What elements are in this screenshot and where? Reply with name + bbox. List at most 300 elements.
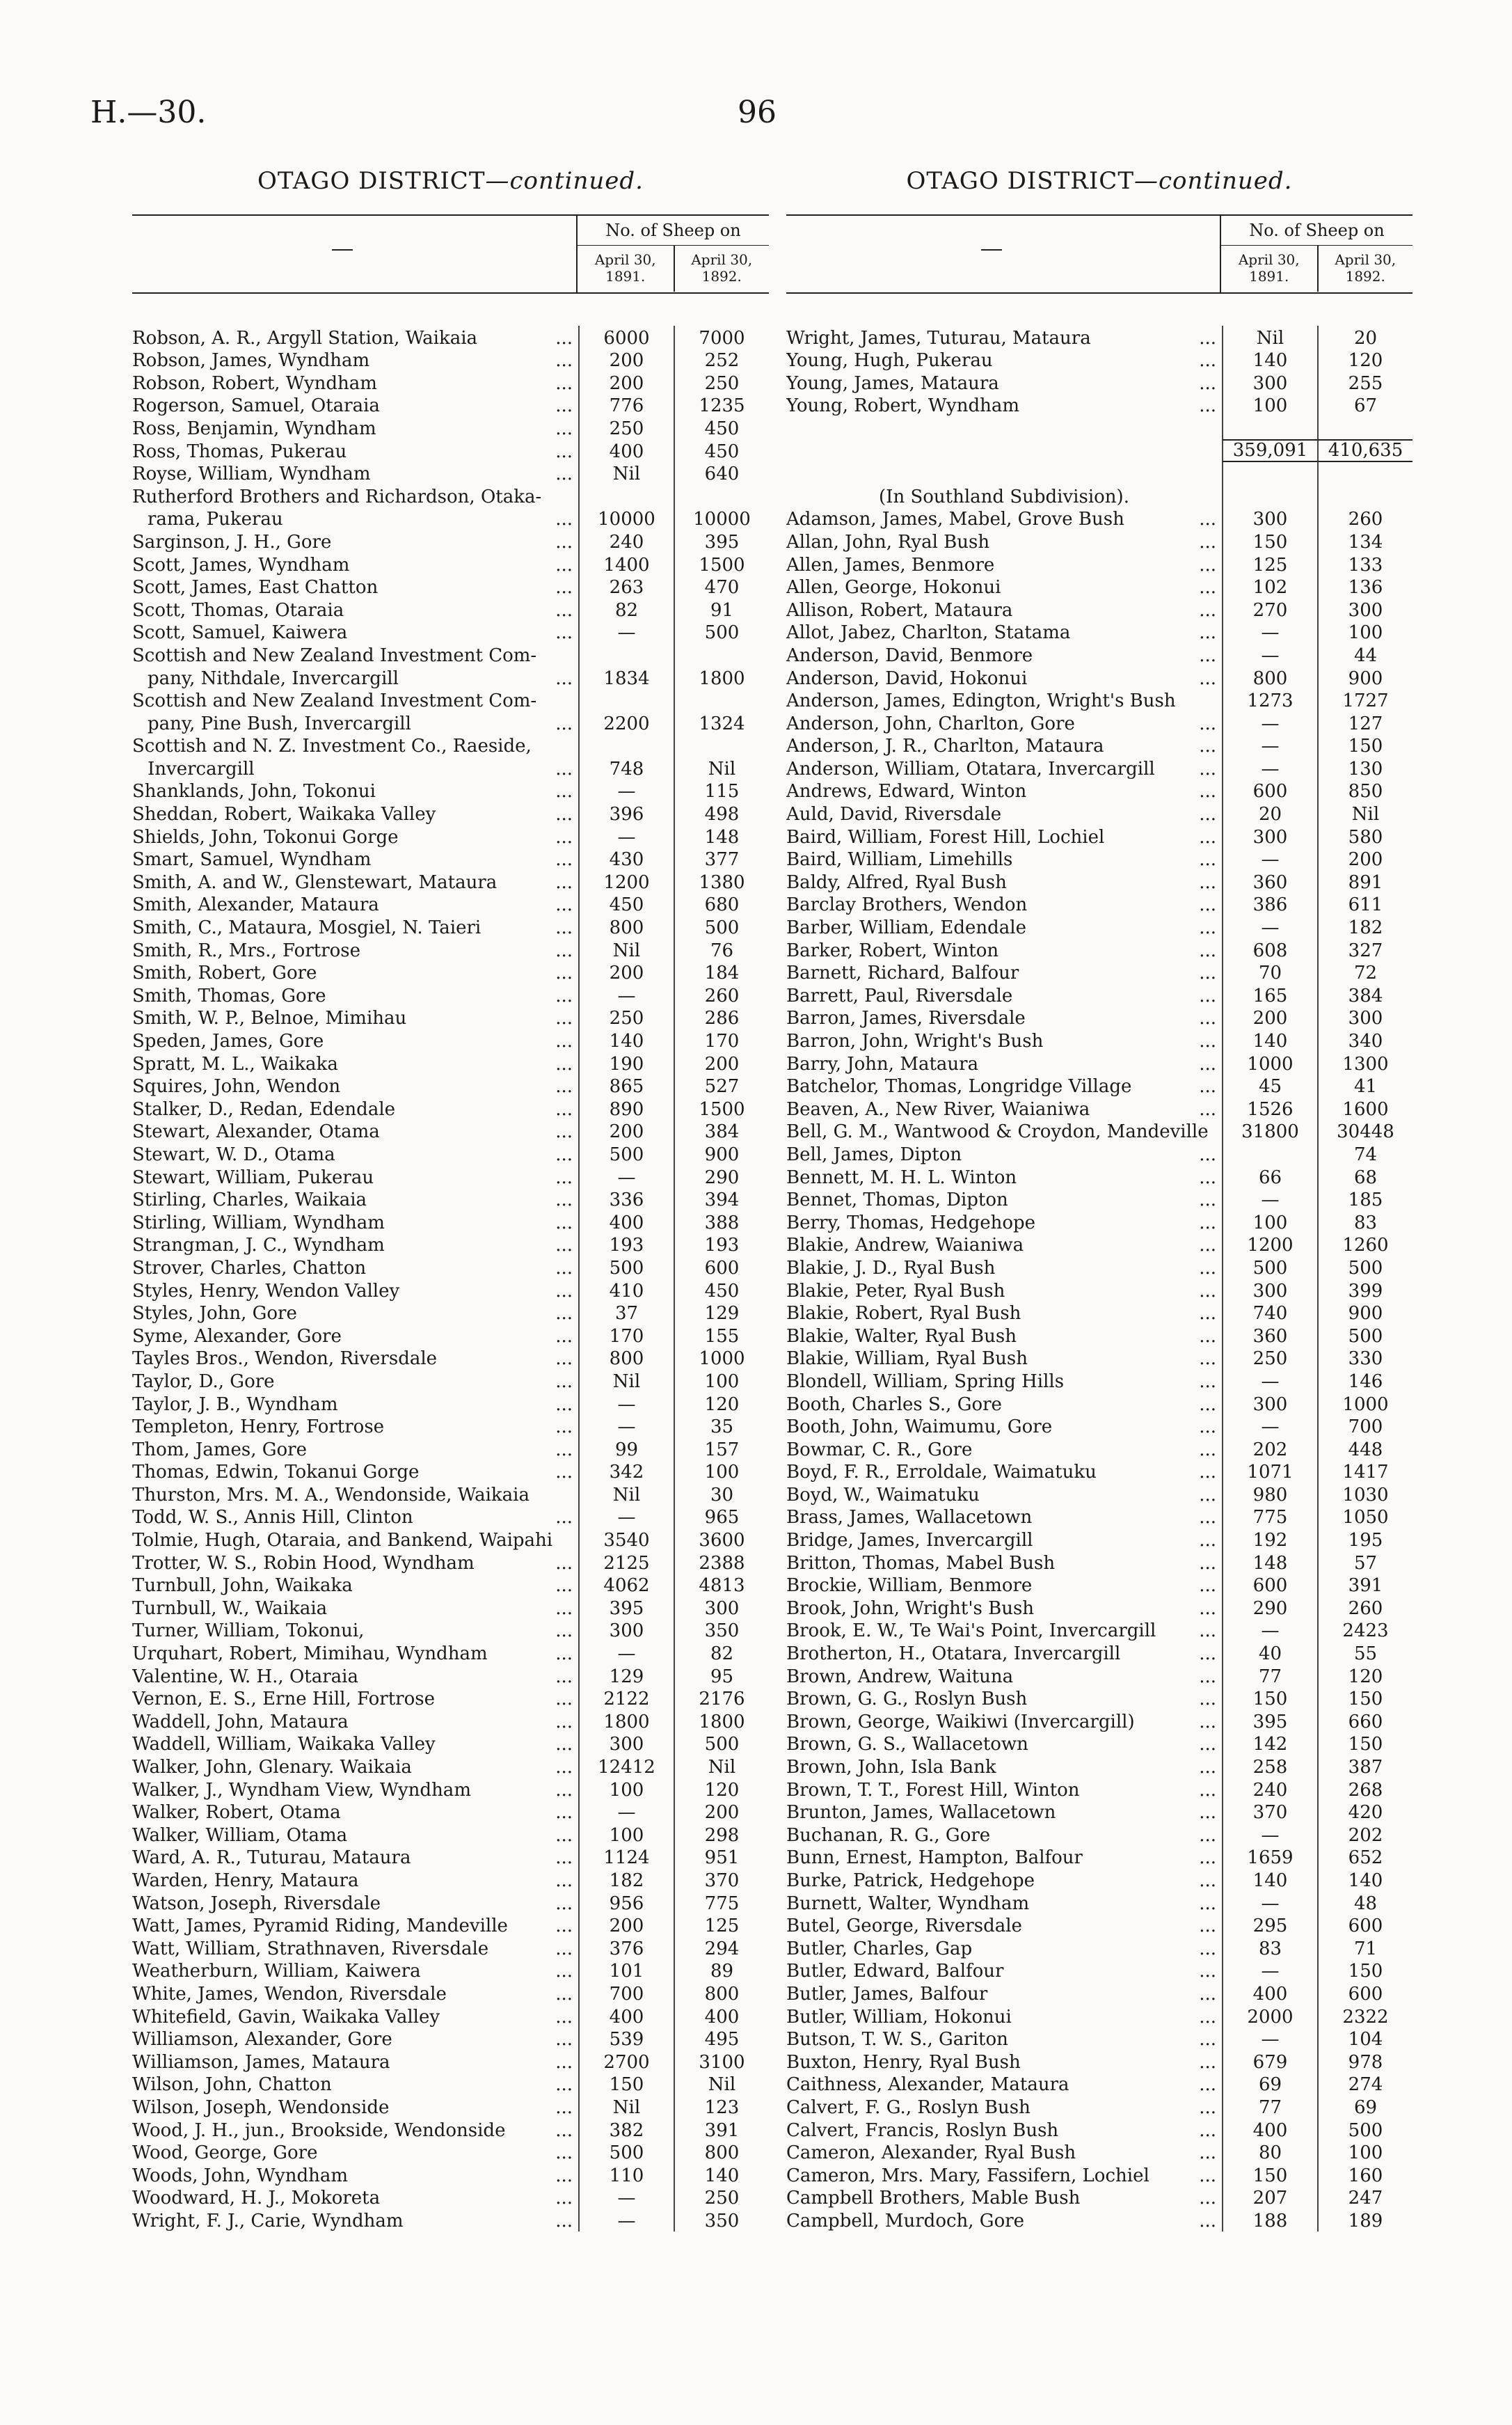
sheep-1892: 3600 bbox=[674, 1528, 769, 1551]
table-row bbox=[786, 1483, 1412, 1506]
table-row bbox=[786, 961, 1412, 984]
sheep-1891 bbox=[1222, 484, 1317, 507]
owner-name: Blakie, Walter, Ryal Bush ... bbox=[786, 1326, 1222, 1347]
sheep-1891: 500 bbox=[1222, 1256, 1317, 1279]
sheep-1891: — bbox=[1222, 1891, 1317, 1914]
sheep-1892: 800 bbox=[674, 1982, 769, 2005]
table-row bbox=[786, 780, 1412, 803]
table-row bbox=[786, 2163, 1412, 2186]
sheep-1891: 99 bbox=[578, 1437, 674, 1460]
owner-name: Ward, A. R., Tuturau, Mataura ... bbox=[132, 1847, 578, 1868]
table-row bbox=[132, 530, 769, 553]
sheep-1892: 500 bbox=[674, 621, 769, 644]
owner-name: Ross, Thomas, Pukerau ... bbox=[132, 441, 578, 462]
sheep-1891: — bbox=[578, 825, 674, 848]
sheep-1891: 200 bbox=[578, 349, 674, 372]
table-row bbox=[132, 1369, 769, 1392]
sheep-1892: 370 bbox=[674, 1868, 769, 1891]
sheep-1891: 400 bbox=[578, 439, 674, 462]
sheep-1892 bbox=[674, 689, 769, 712]
sheep-1892: 148 bbox=[674, 825, 769, 848]
sheep-1891: — bbox=[578, 984, 674, 1006]
sheep-1892: Nil bbox=[674, 757, 769, 780]
sheep-1892: 184 bbox=[674, 961, 769, 984]
owner-name: Scott, James, East Chatton ... bbox=[132, 577, 578, 598]
owner-name: Thurston, Mrs. M. A., Wendonside, Waikaia bbox=[132, 1484, 530, 1506]
owner-name: Caithness, Alexander, Mataura ... bbox=[786, 2074, 1222, 2095]
owner-name: Boyd, F. R., Erroldale, Waimatuku ... bbox=[786, 1462, 1222, 1483]
sheep-1891: — bbox=[578, 2209, 674, 2232]
sheep-1891: 250 bbox=[1222, 1347, 1317, 1370]
sheep-1891: — bbox=[1222, 621, 1317, 644]
owner-name: Royse, William, Wyndham ... bbox=[132, 464, 578, 484]
sheep-1892: 1500 bbox=[674, 553, 769, 576]
owner-name: Adamson, James, Mabel, Grove Bush ... bbox=[786, 509, 1222, 530]
sheep-1891: — bbox=[1222, 1369, 1317, 1392]
sheep-1891: 396 bbox=[578, 802, 674, 825]
sheep-1891: 40 bbox=[1222, 1641, 1317, 1664]
sheep-1891: 200 bbox=[578, 961, 674, 984]
sheep-1892: 250 bbox=[674, 371, 769, 394]
table-row bbox=[132, 1097, 769, 1120]
sheep-1892: 150 bbox=[1317, 1687, 1412, 1710]
table-row bbox=[786, 802, 1412, 825]
owner-name: Berry, Thomas, Hedgehope ... bbox=[786, 1212, 1222, 1233]
sheep-1892: 120 bbox=[674, 1778, 769, 1801]
sheep-1891: 395 bbox=[1222, 1709, 1317, 1732]
sheep-1891: 500 bbox=[578, 1142, 674, 1165]
table-row bbox=[786, 462, 1412, 485]
table-row bbox=[786, 938, 1412, 961]
table-row bbox=[786, 2095, 1412, 2118]
sheep-1892: 900 bbox=[1317, 666, 1412, 689]
owner-name: Blakie, Andrew, Waianiwa ... bbox=[786, 1235, 1222, 1256]
sheep-1892: 41 bbox=[1317, 1075, 1412, 1098]
sheep-1892: 136 bbox=[1317, 576, 1412, 599]
owner-name: Waddell, William, Waikaka Valley ... bbox=[132, 1734, 578, 1755]
owner-name: Stewart, William, Pukerau ... bbox=[132, 1167, 578, 1188]
owner-name: Brotherton, H., Otatara, Invercargill ... bbox=[786, 1643, 1222, 1664]
owner-name: Turner, William, Tokonui, ... bbox=[132, 1620, 578, 1641]
sheep-1892: 100 bbox=[1317, 621, 1412, 644]
sheep-1892: 155 bbox=[674, 1324, 769, 1347]
sheep-1891: 300 bbox=[578, 1732, 674, 1755]
sheep-1892: 255 bbox=[1317, 371, 1412, 394]
owner-name: pany, Nithdale, Invercargill ... bbox=[132, 668, 578, 689]
owner-name: Sheddan, Robert, Waikaka Valley ... bbox=[132, 804, 578, 825]
sheep-count-header bbox=[1220, 216, 1412, 292]
sheep-1891: 140 bbox=[1222, 1868, 1317, 1891]
sheep-1891: 2700 bbox=[578, 2050, 674, 2073]
sheep-1891: 1200 bbox=[1222, 1233, 1317, 1256]
sheep-1892: 274 bbox=[1317, 2073, 1412, 2096]
owner-name: Warden, Henry, Mataura ... bbox=[132, 1870, 578, 1891]
owner-name: Brown, G. S., Wallacetown ... bbox=[786, 1734, 1222, 1755]
table-row bbox=[786, 1347, 1412, 1370]
sheep-1891: 142 bbox=[1222, 1732, 1317, 1755]
owner-name: Walker, Robert, Otama ... bbox=[132, 1802, 578, 1823]
sheep-1892: 48 bbox=[1317, 1891, 1412, 1914]
table-row bbox=[132, 576, 769, 599]
owner-name: Blondell, William, Spring Hills ... bbox=[786, 1371, 1222, 1392]
owner-name: Scott, Thomas, Otaraia ... bbox=[132, 600, 578, 621]
sheep-1892: 100 bbox=[674, 1460, 769, 1483]
sheep-1892: Nil bbox=[674, 2073, 769, 2096]
sheep-1891: 140 bbox=[1222, 1029, 1317, 1052]
owner-name: Campbell, Murdoch, Gore ... bbox=[786, 2211, 1222, 2232]
owner-name: Batchelor, Thomas, Longridge Village ... bbox=[786, 1076, 1222, 1097]
sheep-1892: 294 bbox=[674, 1936, 769, 1959]
sheep-1892: 2176 bbox=[674, 1687, 769, 1710]
sheep-1891: 336 bbox=[578, 1188, 674, 1211]
sheep-1892: 3100 bbox=[674, 2050, 769, 2073]
sheep-1891: — bbox=[1222, 711, 1317, 734]
sheep-1892: 1727 bbox=[1317, 689, 1412, 712]
sheep-1891: 270 bbox=[1222, 598, 1317, 621]
sheep-1892: 1260 bbox=[1317, 1233, 1412, 1256]
sheep-1891: 83 bbox=[1222, 1936, 1317, 1959]
sheep-1891: — bbox=[578, 1801, 674, 1824]
sheep-1892: 580 bbox=[1317, 825, 1412, 848]
table-row bbox=[786, 1437, 1412, 1460]
sheep-1891: 800 bbox=[1222, 666, 1317, 689]
table-row bbox=[786, 1302, 1412, 1325]
sheep-1891: 386 bbox=[1222, 893, 1317, 916]
sheep-1892: 1600 bbox=[1317, 1097, 1412, 1120]
table-row bbox=[786, 1891, 1412, 1914]
owner-name: Vernon, E. S., Erne Hill, Fortrose ... bbox=[132, 1689, 578, 1709]
owner-name: Allot, Jabez, Charlton, Statama ... bbox=[786, 622, 1222, 643]
sheep-1891: 500 bbox=[578, 1256, 674, 1279]
sheep-1891: 100 bbox=[578, 1823, 674, 1846]
table-row bbox=[132, 1460, 769, 1483]
sheep-1891: 182 bbox=[578, 1868, 674, 1891]
sheep-1892: 450 bbox=[674, 416, 769, 439]
sheep-1892: 2423 bbox=[1317, 1619, 1412, 1642]
sheep-1892: 850 bbox=[1317, 780, 1412, 803]
owner-name: Baird, William, Limehills ... bbox=[786, 849, 1222, 870]
owner-name: Blakie, J. D., Ryal Bush ... bbox=[786, 1258, 1222, 1279]
sheep-1891: 66 bbox=[1222, 1165, 1317, 1188]
page-number: 96 bbox=[738, 95, 777, 130]
table-row bbox=[132, 1210, 769, 1233]
table-row bbox=[786, 2186, 1412, 2209]
owner-name: Auld, David, Riversdale ... bbox=[786, 804, 1222, 825]
sheep-1892: 74 bbox=[1317, 1142, 1412, 1165]
owner-name: Stewart, W. D., Otama ... bbox=[132, 1144, 578, 1165]
sheep-1891: 101 bbox=[578, 1959, 674, 1982]
owner-name: Baldy, Alfred, Ryal Bush ... bbox=[786, 872, 1222, 893]
owner-name: Williamson, Alexander, Gore ... bbox=[132, 2029, 578, 2050]
table-row bbox=[132, 598, 769, 621]
sheep-count-header bbox=[576, 216, 769, 292]
table-row bbox=[786, 1210, 1412, 1233]
table-row bbox=[132, 1256, 769, 1279]
owner-name: Stirling, Charles, Waikaia ... bbox=[132, 1190, 578, 1210]
sheep-1891: 1659 bbox=[1222, 1846, 1317, 1869]
owner-name: Brown, Andrew, Waituna ... bbox=[786, 1666, 1222, 1687]
owner-name: Boyd, W., Waimatuku ... bbox=[786, 1485, 1222, 1506]
owner-name: Blakie, Robert, Ryal Bush ... bbox=[786, 1303, 1222, 1324]
sheep-1891: 148 bbox=[1222, 1551, 1317, 1574]
sheep-1892: 247 bbox=[1317, 2186, 1412, 2209]
table-row bbox=[132, 507, 769, 530]
sheep-1891 bbox=[578, 643, 674, 666]
table-row bbox=[786, 2118, 1412, 2141]
owner-name: Smith, Alexander, Mataura ... bbox=[132, 894, 578, 915]
sheep-1891: 1200 bbox=[578, 870, 674, 893]
owner-name: Smith, R., Mrs., Fortrose ... bbox=[132, 940, 578, 961]
owner-name: Bowmar, C. R., Gore ... bbox=[786, 1439, 1222, 1460]
table-row bbox=[786, 757, 1412, 780]
sheep-1892: 30 bbox=[674, 1483, 769, 1506]
sheep-1891: 360 bbox=[1222, 1324, 1317, 1347]
sheep-1891: 150 bbox=[1222, 1687, 1317, 1710]
table-row bbox=[786, 1188, 1412, 1211]
table-row bbox=[786, 394, 1412, 417]
sheep-1892: 160 bbox=[1317, 2163, 1412, 2186]
table-row bbox=[786, 1596, 1412, 1619]
sheep-1891: 2000 bbox=[1222, 2005, 1317, 2028]
sheep-1892: 500 bbox=[674, 915, 769, 938]
left-column bbox=[132, 167, 769, 2232]
owner-name: Barron, John, Wright's Bush ... bbox=[786, 1031, 1222, 1052]
sheep-1892: 300 bbox=[1317, 1006, 1412, 1029]
table-row bbox=[132, 1075, 769, 1098]
sheep-1892: 1300 bbox=[1317, 1052, 1412, 1075]
table-row bbox=[786, 1982, 1412, 2005]
sheep-1891: 600 bbox=[1222, 780, 1317, 803]
sheep-1892: 182 bbox=[1317, 915, 1412, 938]
table-row bbox=[132, 734, 769, 757]
sheep-1891: 376 bbox=[578, 1936, 674, 1959]
table-row bbox=[132, 349, 769, 372]
sheep-1892: 680 bbox=[674, 893, 769, 916]
sheep-1892: 185 bbox=[1317, 1188, 1412, 1211]
sheep-1891: 300 bbox=[1222, 1392, 1317, 1415]
sheep-1892: 252 bbox=[674, 349, 769, 372]
owner-name: Booth, John, Waimumu, Gore ... bbox=[786, 1416, 1222, 1437]
owner-name: Butler, James, Balfour ... bbox=[786, 1984, 1222, 2005]
owner-name: Beaven, A., New River, Waianiwa ... bbox=[786, 1099, 1222, 1120]
table-row bbox=[786, 598, 1412, 621]
table-row bbox=[132, 1709, 769, 1732]
table-row bbox=[786, 870, 1412, 893]
sheep-1891: 956 bbox=[578, 1891, 674, 1914]
owner-name: Barron, James, Riversdale ... bbox=[786, 1008, 1222, 1029]
table-row bbox=[786, 893, 1412, 916]
table-row bbox=[786, 349, 1412, 372]
table-row bbox=[132, 1188, 769, 1211]
sheep-1891: 250 bbox=[578, 1006, 674, 1029]
table-row bbox=[786, 1052, 1412, 1075]
sheep-1891: 300 bbox=[1222, 371, 1317, 394]
sheep-1891: 100 bbox=[578, 1778, 674, 1801]
owner-name: Buchanan, R. G., Gore ... bbox=[786, 1825, 1222, 1846]
table-row bbox=[132, 1823, 769, 1846]
table-row bbox=[132, 1755, 769, 1778]
sheep-1892: 260 bbox=[1317, 507, 1412, 530]
table-row bbox=[786, 2141, 1412, 2164]
sheep-1892: 350 bbox=[674, 2209, 769, 2232]
owner-name: Walker, J., Wyndham View, Wyndham ... bbox=[132, 1780, 578, 1801]
owner-name: Calvert, Francis, Roslyn Bush ... bbox=[786, 2120, 1222, 2141]
table-row bbox=[132, 1437, 769, 1460]
page-reference: H.—30. bbox=[90, 95, 207, 130]
table-row bbox=[132, 1959, 769, 1982]
sheep-1892: 377 bbox=[674, 848, 769, 871]
sheep-1891: 77 bbox=[1222, 2095, 1317, 2118]
table-row bbox=[132, 2095, 769, 2118]
table-row bbox=[132, 711, 769, 734]
sheep-1891: 890 bbox=[578, 1097, 674, 1120]
table-row bbox=[132, 371, 769, 394]
table-row bbox=[132, 1891, 769, 1914]
sheep-1891: 740 bbox=[1222, 1302, 1317, 1325]
sheep-1891: — bbox=[578, 1392, 674, 1415]
col-1891-header: April 30, 1891. bbox=[1238, 251, 1300, 285]
table-row bbox=[132, 2028, 769, 2051]
sheep-1892: 450 bbox=[674, 439, 769, 462]
sheep-1892: 10000 bbox=[674, 507, 769, 530]
table-row bbox=[132, 893, 769, 916]
sheep-1891: 600 bbox=[1222, 1574, 1317, 1597]
sheep-1891: 342 bbox=[578, 1460, 674, 1483]
owner-name: Syme, Alexander, Gore ... bbox=[132, 1326, 578, 1347]
table-row bbox=[132, 666, 769, 689]
table-row bbox=[786, 576, 1412, 599]
sheep-1891: — bbox=[1222, 1823, 1317, 1846]
owner-name: Wood, J. H., jun., Brookside, Wendonside ... bbox=[132, 2120, 578, 2141]
district-name: OTAGO DISTRICT bbox=[906, 167, 1135, 195]
owner-name: Brown, George, Waikiwi (Invercargill) ... bbox=[786, 1712, 1222, 1732]
sheep-1891: 4062 bbox=[578, 1574, 674, 1597]
sheep-1892: 200 bbox=[674, 1052, 769, 1075]
table-row bbox=[132, 1142, 769, 1165]
sheep-1892: 89 bbox=[674, 1959, 769, 1982]
sheep-1892: 410,635 bbox=[1317, 439, 1412, 462]
sheep-1891: 1800 bbox=[578, 1709, 674, 1732]
owner-name: Scottish and New Zealand Investment Com- bbox=[132, 690, 537, 712]
sheep-1892: 189 bbox=[1317, 2209, 1412, 2232]
owner-name: Brunton, James, Wallacetown ... bbox=[786, 1802, 1222, 1823]
table-body bbox=[786, 326, 1412, 2232]
table-row bbox=[132, 2050, 769, 2073]
sheep-1892: 394 bbox=[674, 1188, 769, 1211]
sheep-1891: 200 bbox=[578, 371, 674, 394]
sheep-1891: 410 bbox=[578, 1279, 674, 1302]
owner-name: Tolmie, Hugh, Otaraia, and Bankend, Waipahi bbox=[132, 1530, 553, 1551]
owner-name: Smith, C., Mataura, Mosgiel, N. Taieri ... bbox=[132, 917, 578, 938]
owner-name: Scott, James, Wyndham ... bbox=[132, 555, 578, 576]
owner-name: Butler, Charles, Gap ... bbox=[786, 1938, 1222, 1959]
owner-name: Woods, John, Wyndham ... bbox=[132, 2165, 578, 2186]
owner-name: Barrett, Paul, Riversdale ... bbox=[786, 986, 1222, 1006]
sheep-1891: — bbox=[1222, 2028, 1317, 2051]
sheep-1892: 640 bbox=[674, 462, 769, 485]
sheep-1891: 1000 bbox=[1222, 1052, 1317, 1075]
sheep-1891: 450 bbox=[578, 893, 674, 916]
sheep-1892: 4813 bbox=[674, 1574, 769, 1597]
sheep-1892 bbox=[1317, 462, 1412, 485]
table-row bbox=[786, 984, 1412, 1006]
sheep-1892: 133 bbox=[1317, 553, 1412, 576]
owner-name: Watt, James, Pyramid Riding, Mandeville ... bbox=[132, 1915, 578, 1936]
owner-name: Wilson, John, Chatton ... bbox=[132, 2074, 578, 2095]
owner-name: Shields, John, Tokonui Gorge ... bbox=[132, 827, 578, 848]
sheep-1892: 129 bbox=[674, 1302, 769, 1325]
table-row bbox=[786, 530, 1412, 553]
sheep-1891: — bbox=[1222, 1959, 1317, 1982]
sheep-1892: 100 bbox=[1317, 2141, 1412, 2164]
sheep-1892: 82 bbox=[674, 1641, 769, 1664]
sheep-1892 bbox=[674, 734, 769, 757]
sheep-1892: 1800 bbox=[674, 666, 769, 689]
sheep-1892: 71 bbox=[1317, 1936, 1412, 1959]
owner-name: Barry, John, Mataura ... bbox=[786, 1054, 1222, 1075]
table-row bbox=[786, 2209, 1412, 2232]
sheep-1892: 95 bbox=[674, 1664, 769, 1687]
table-row bbox=[786, 1415, 1412, 1438]
sheep-1892: 57 bbox=[1317, 1551, 1412, 1574]
owner-name: White, James, Wendon, Riversdale ... bbox=[132, 1984, 578, 2005]
owner-name: Butler, Edward, Balfour ... bbox=[786, 1961, 1222, 1982]
owner-name: Allen, James, Benmore ... bbox=[786, 555, 1222, 576]
table-row bbox=[786, 1687, 1412, 1710]
sheep-1891: 240 bbox=[1222, 1778, 1317, 1801]
sheep-1891: 12412 bbox=[578, 1755, 674, 1778]
sheep-1891: 359,091 bbox=[1222, 439, 1317, 462]
sheep-1892: 146 bbox=[1317, 1369, 1412, 1392]
sheep-1891 bbox=[1222, 416, 1317, 439]
sheep-1891: 170 bbox=[578, 1324, 674, 1347]
sheep-1892: 202 bbox=[1317, 1823, 1412, 1846]
sheep-1892: 193 bbox=[674, 1233, 769, 1256]
table-row bbox=[786, 1097, 1412, 1120]
col-1892-header: April 30, 1892. bbox=[674, 246, 770, 292]
table-row bbox=[132, 1868, 769, 1891]
sheep-1892: 68 bbox=[1317, 1165, 1412, 1188]
table-row bbox=[786, 2050, 1412, 2073]
table-row bbox=[132, 1415, 769, 1438]
sheep-1892: 69 bbox=[1317, 2095, 1412, 2118]
owner-name: Shanklands, John, Tokonui ... bbox=[132, 781, 578, 802]
table-row bbox=[132, 984, 769, 1006]
sheep-1892: Nil bbox=[1317, 802, 1412, 825]
table-row bbox=[786, 825, 1412, 848]
sheep-1891: 200 bbox=[1222, 1006, 1317, 1029]
sheep-1891: 77 bbox=[1222, 1664, 1317, 1687]
sheep-1892: 120 bbox=[674, 1392, 769, 1415]
table-row bbox=[132, 825, 769, 848]
sheep-1892: 1030 bbox=[1317, 1483, 1412, 1506]
sheep-1891: — bbox=[1222, 734, 1317, 757]
table-row bbox=[132, 938, 769, 961]
sheep-1892: 420 bbox=[1317, 1801, 1412, 1824]
sheep-1892: 300 bbox=[674, 1596, 769, 1619]
sheep-1892: 391 bbox=[674, 2118, 769, 2141]
sheep-1892: 527 bbox=[674, 1075, 769, 1098]
owner-name: Stalker, D., Redan, Edendale ... bbox=[132, 1099, 578, 1120]
sheep-1891: — bbox=[1222, 1619, 1317, 1642]
owner-name: Young, Robert, Wyndham ... bbox=[786, 395, 1222, 416]
table-row bbox=[132, 1596, 769, 1619]
sheep-1892: 1000 bbox=[1317, 1392, 1412, 1415]
owner-name: Williamson, James, Mataura ... bbox=[132, 2052, 578, 2073]
sheep-1891: 1124 bbox=[578, 1846, 674, 1869]
total-row bbox=[786, 439, 1412, 462]
sheep-1891: 150 bbox=[1222, 530, 1317, 553]
